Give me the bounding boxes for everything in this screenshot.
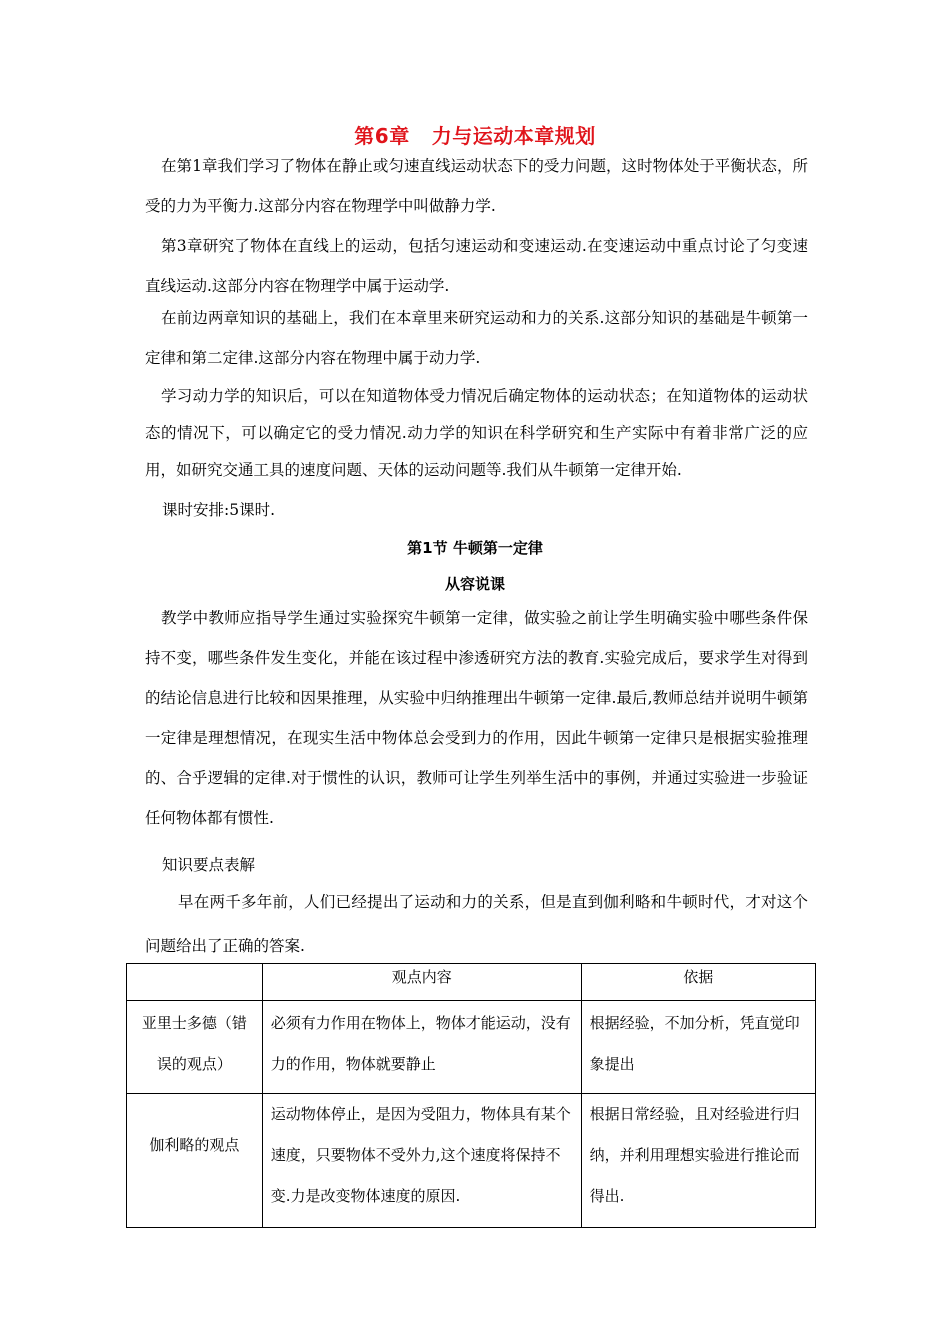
schedule-text: 课时安排:5课时. [162, 501, 276, 519]
intro-paragraph-4: 学习动力学的知识后，可以在知道物体受力情况后确定物体的运动状态；在知道物体的运动状态的情况下，可以确定它的受力情况.动力学的知识在科学研究和生产实际中有着非常广泛的应用，如研究交通工具的速度问题、天体的运动问题等.我们从牛顿第一定律开始. [145, 387, 808, 479]
views-table [126, 963, 816, 1228]
subsection-title: 从容说课 [444, 575, 505, 593]
table-cell-who: 伽利略的观点 [127, 1094, 263, 1228]
table-header-empty [127, 964, 263, 1001]
table-row [127, 1001, 816, 1094]
knowledge-heading: 知识要点表解 [162, 856, 256, 874]
table-cell-basis: 根据日常经验，且对经验进行归纳，并利用理想实验进行推论而得出. [581, 1094, 815, 1228]
table-cell-content: 运动物体停止，是因为受阻力，物体具有某个速度，只要物体不受外力,这个速度将保持不变.力是改变物体速度的原因. [262, 1094, 581, 1228]
table-header-content: 观点内容 [262, 964, 581, 1001]
table-row [127, 1094, 816, 1228]
chapter-number: 第6章 [354, 124, 410, 148]
knowledge-paragraph: 早在两千多年前，人们已经提出了运动和力的关系，但是直到伽利略和牛顿时代，才对这个问题给出了正确的答案. [145, 893, 808, 955]
chapter-name: 力与运动本章规划 [431, 124, 596, 148]
table-cell-who: 亚里士多德（错误的观点） [127, 1001, 263, 1094]
intro-paragraph-3: 在前边两章知识的基础上，我们在本章里来研究运动和力的关系.这部分知识的基础是牛顿第一定律和第二定律.这部分内容在物理中属于动力学. [145, 309, 808, 367]
table-header-basis: 依据 [581, 964, 815, 1001]
section-title: 第1节 牛顿第一定律 [407, 539, 543, 557]
lecture-paragraph: 教学中教师应指导学生通过实验探究牛顿第一定律，做实验之前让学生明确实验中哪些条件保持不变，哪些条件发生变化，并能在该过程中渗透研究方法的教育.实验完成后，要求学生对得到的结论信息进行比较和因果推理，从实验中归纳推理出牛顿第一定律.最后,教师总结并说明牛顿第一定律是理想情况，在现实生活中物体总会受到力的作用，因此牛顿第一定律只是根据实验推理的、合乎逻辑的定律.对于惯性的认识，教师可让学生列举生活中的事例，并通过实验进一步验证任何物体都有惯性. [145, 609, 808, 827]
intro-paragraph-1: 在第1章我们学习了物体在静止或匀速直线运动状态下的受力问题，这时物体处于平衡状态，所受的力为平衡力.这部分内容在物理学中叫做静力学. [145, 157, 808, 215]
table-cell-basis: 根据经验，不加分析，凭直觉印象提出 [581, 1001, 815, 1094]
table-cell-content: 必须有力作用在物体上，物体才能运动，没有力的作用，物体就要静止 [262, 1001, 581, 1094]
table-header-row [127, 964, 816, 1001]
chapter-title [0, 120, 950, 149]
intro-paragraph-2: 第3章研究了物体在直线上的运动，包括匀速运动和变速运动.在变速运动中重点讨论了匀变速直线运动.这部分内容在物理学中属于运动学. [145, 237, 808, 295]
